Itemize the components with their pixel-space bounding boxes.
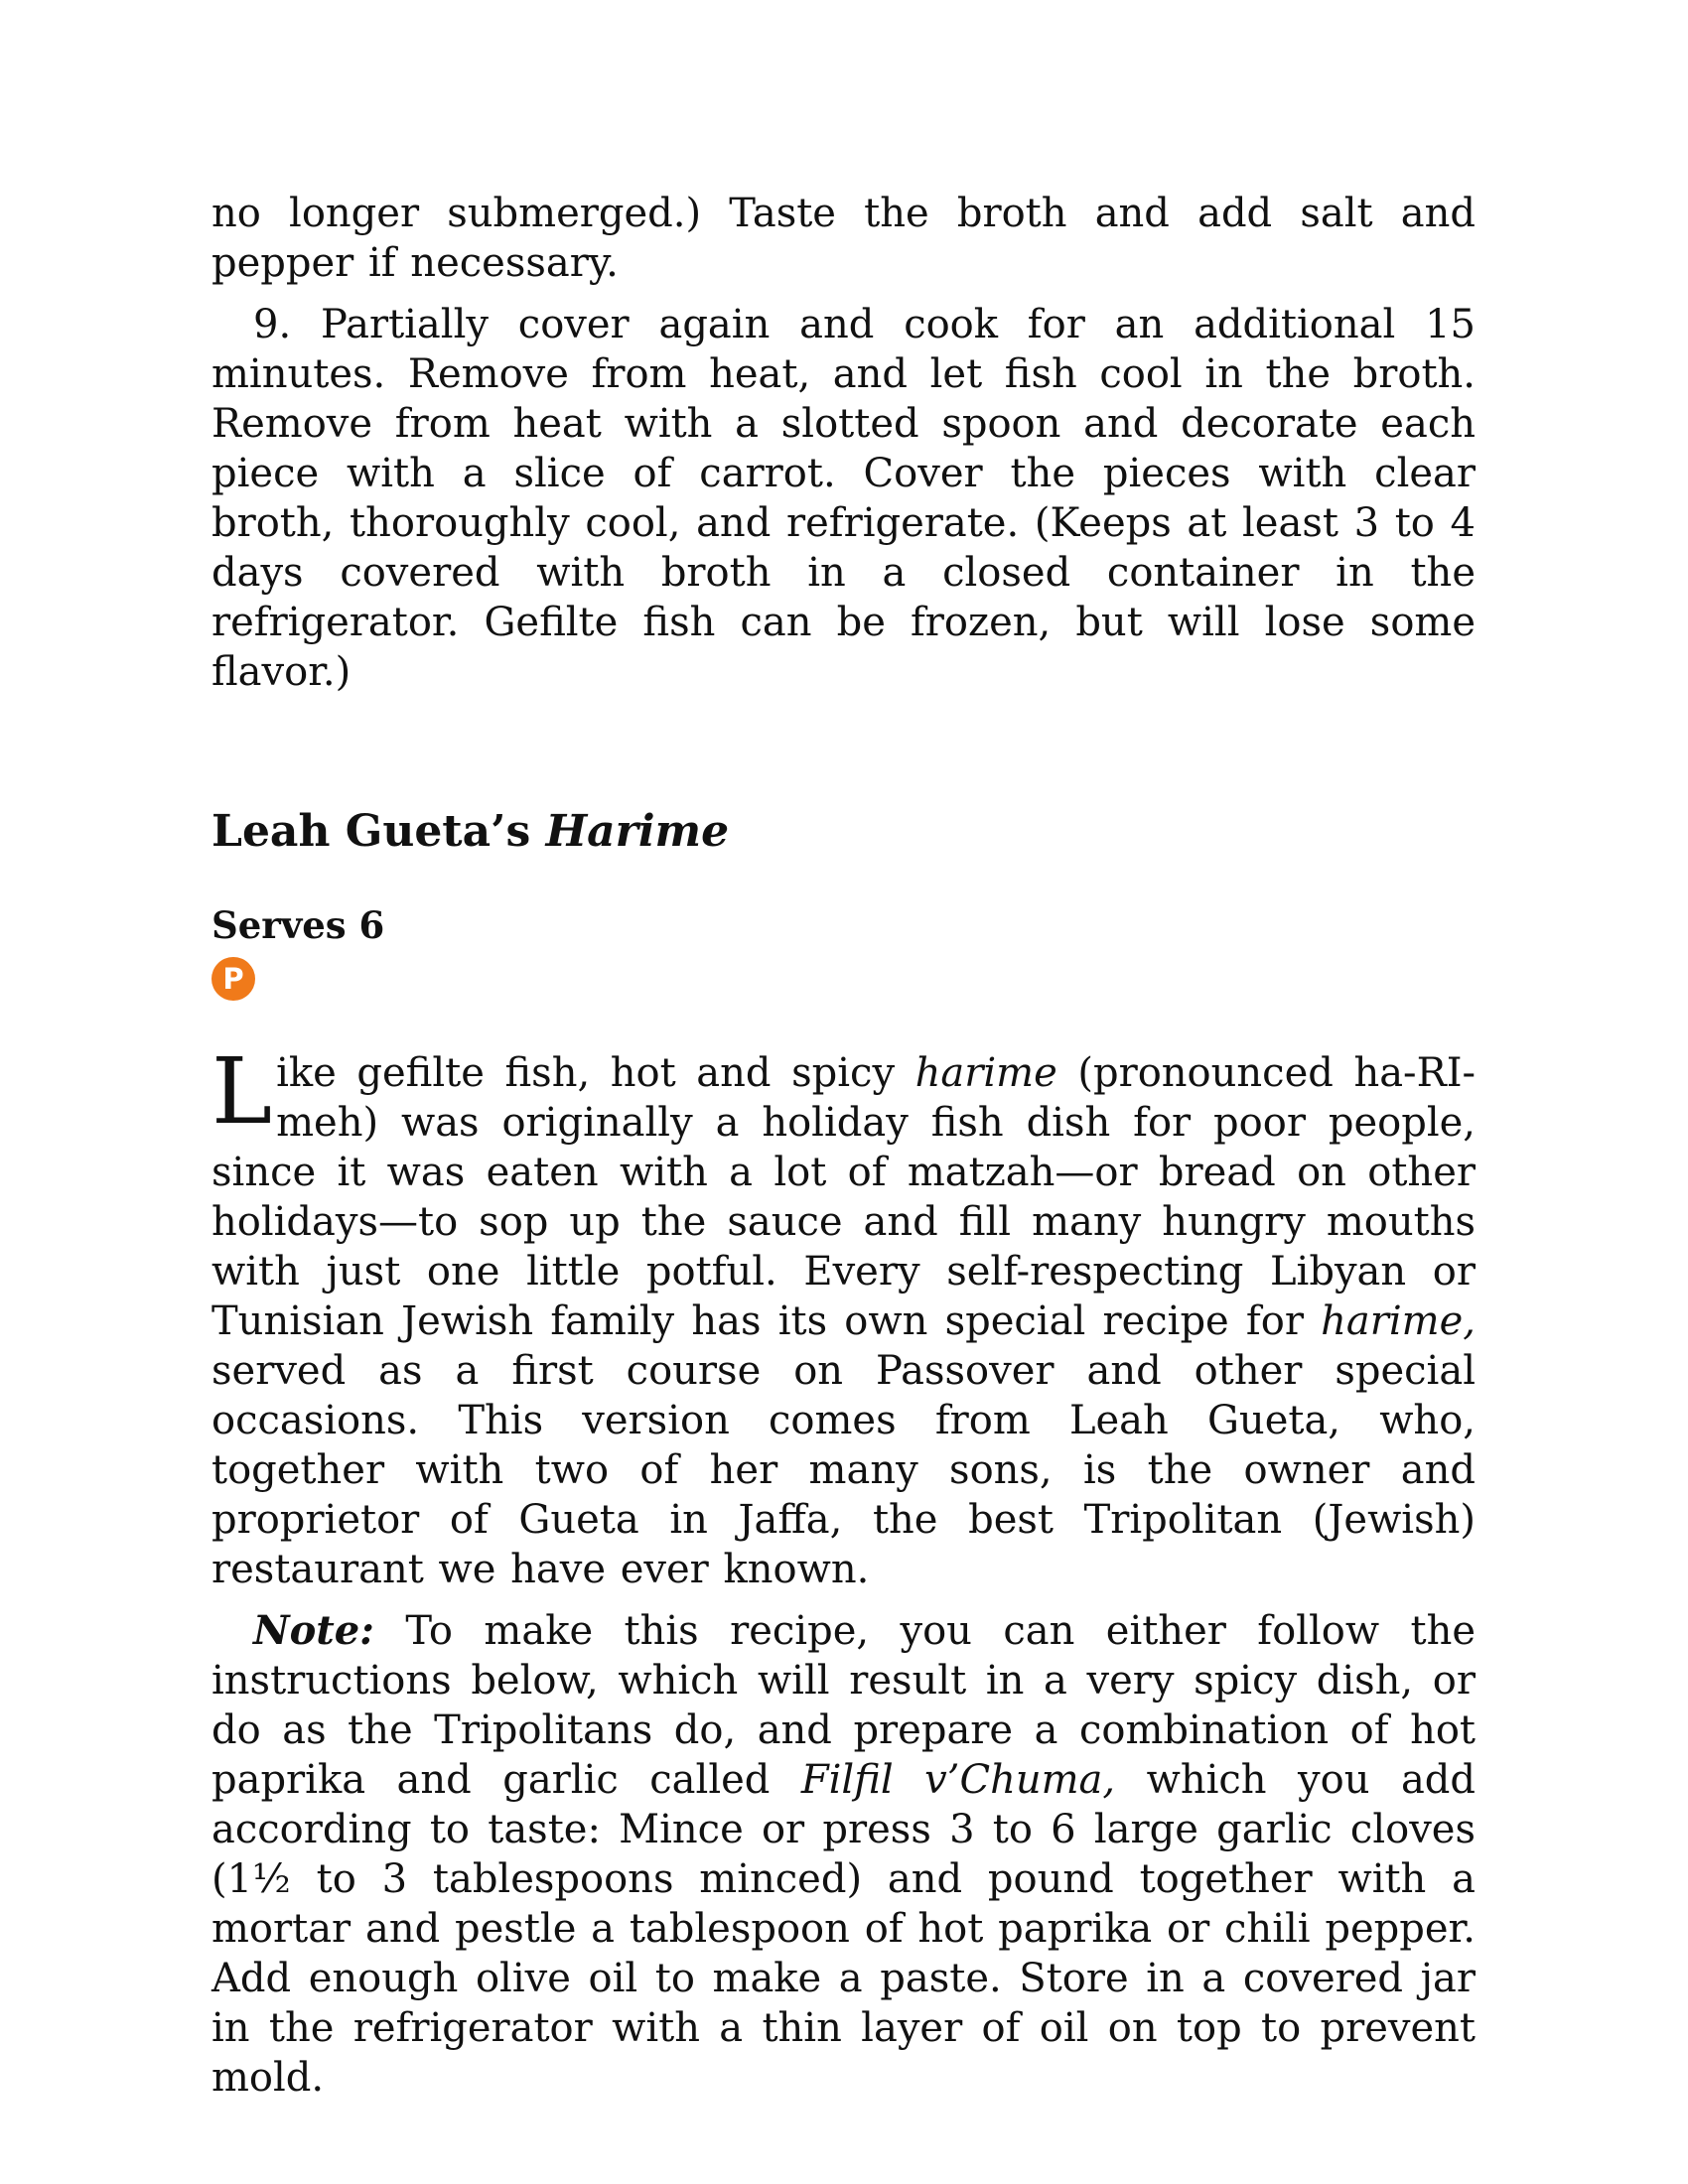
intro-text-2: (pronounced ha-RI-meh) was originally a holiday fish dish for poor people, since it was eaten with a lot of matzah—or bread on other holidays—to sop up the sauce and fill many hungry mouths with just one little potful. Every self-respecting Libyan or Tunisian Jewish family has its own special recipe for [211, 1050, 1477, 1344]
passover-icon: P [211, 957, 255, 1001]
step-9-text: 9. Partially cover again and cook for an additional 15 minutes. Remove from heat, and let fish cool in the broth. Remove from heat with a slotted spoon and decorate each piece with a slice of carrot. Cover the pieces with clear broth, thoroughly cool, and refrigerate. (Keeps at least 3 to 4 days covered with broth in a closed container in the refrigerator. Gefilte fish can be frozen, but will lose some flavor.) [211, 302, 1476, 695]
intro-text-1: ike gefilte fish, hot and spicy [276, 1050, 915, 1096]
note-text-1: To make this recipe, you can either follow the instructions below, which will result in a very spicy dish, or do as the Tripolitans do, and prepare a combination of hot paprika and garlic called [211, 1608, 1476, 1803]
continuation-text: no longer submerged.) Taste the broth and add salt and pepper if necessary. [211, 191, 1476, 286]
note-italic-1: Filfil v’Chuma, [800, 1757, 1116, 1803]
serves-label: Serves 6 [211, 903, 385, 947]
intro-paragraph [211, 1038, 1477, 1594]
continuation-paragraph [211, 189, 1476, 288]
drop-cap: L [211, 1038, 273, 1145]
intro-italic-1: harime [914, 1050, 1057, 1096]
note-label: Note: [253, 1607, 374, 1654]
recipe-title-italic: Harime [545, 806, 730, 857]
note-text-2: which you add according to taste: Mince or press 3 to 6 large garlic cloves (1½ to 3 tablespoons minced) and pound together with a mortar and pestle a tablespoon of hot paprika or chili pepper. Add enough olive oil to make a paste. Store in a covered jar in the refrigerator with a thin layer of oil on top to prevent mold. [211, 1757, 1477, 2101]
intro-italic-2: harime, [1321, 1298, 1476, 1344]
intro-text-3: served as a first course on Passover and other special occasions. This version comes from Leah Gueta, who, together with two of her many sons, is the owner and proprietor of Gueta in Jaffa, the best Tripolitan (Jewish) restaurant we have ever known. [211, 1348, 1476, 1592]
step-9-paragraph [211, 300, 1476, 697]
page-content [211, 189, 1476, 2103]
note-paragraph [211, 1606, 1476, 2103]
recipe-title-main: Leah Gueta’s [211, 806, 546, 857]
recipe-title [211, 804, 1476, 860]
